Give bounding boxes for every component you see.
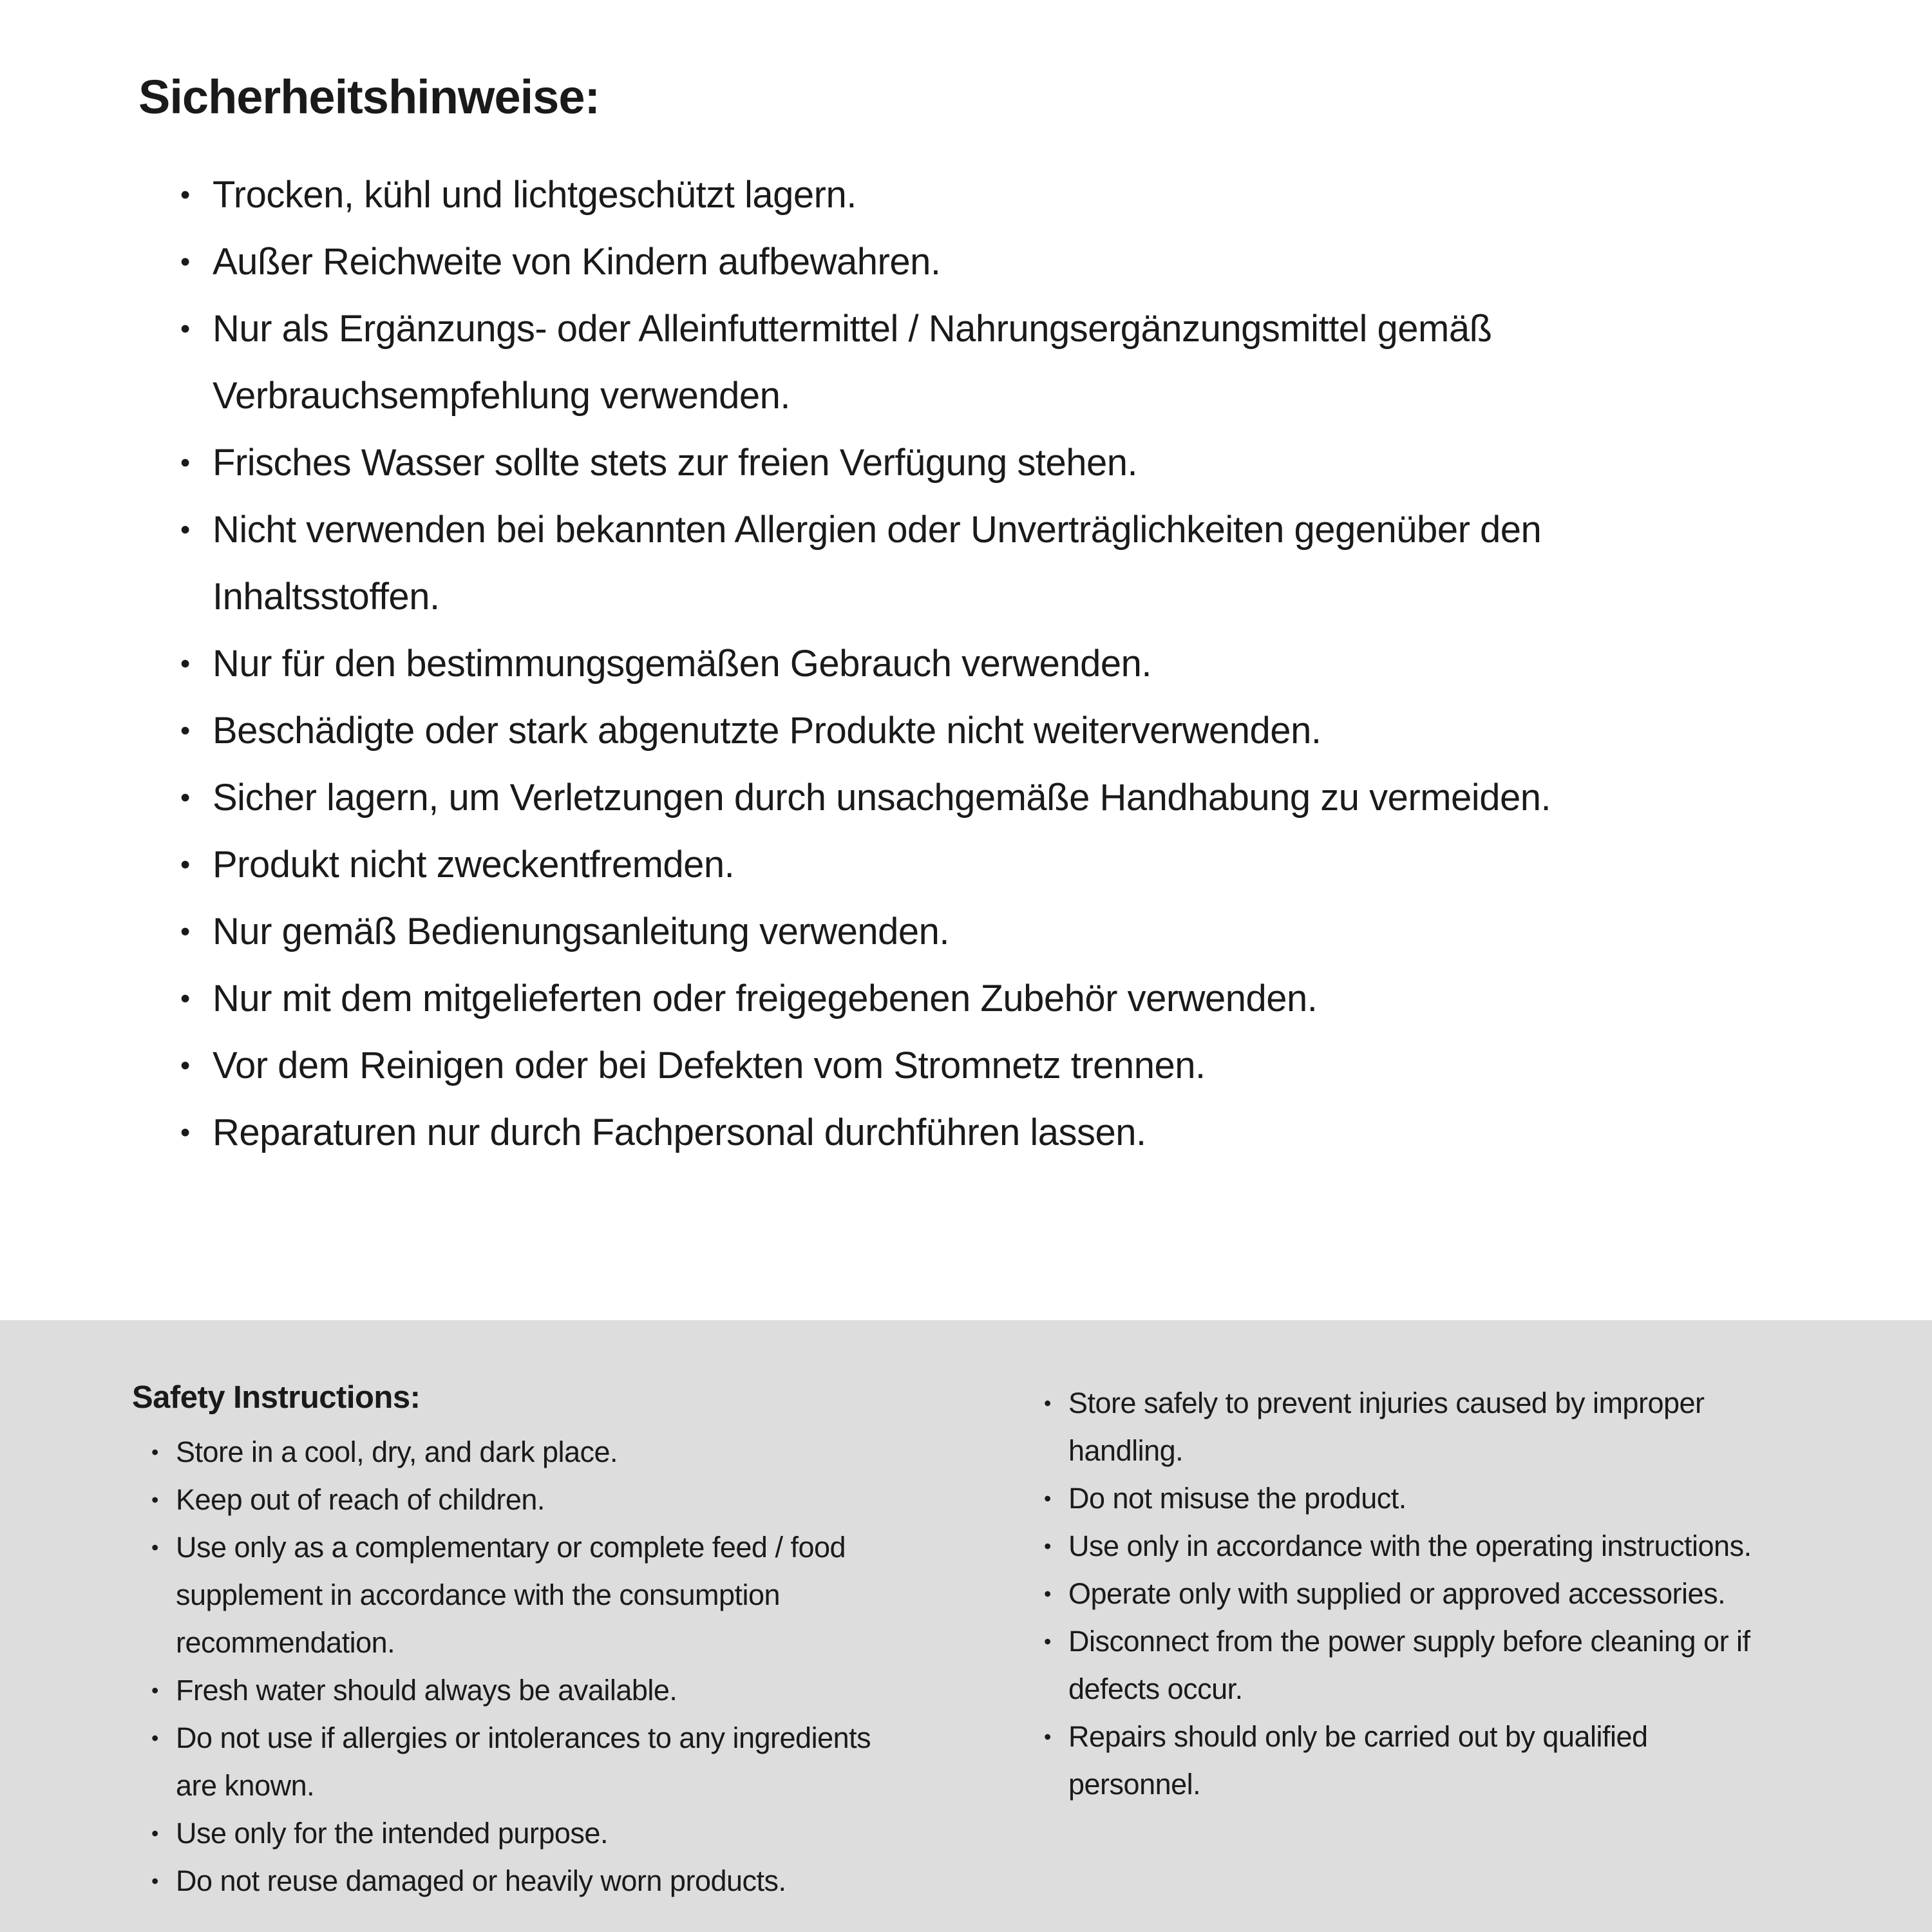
- english-bullet-list-right: [1044, 1379, 1785, 1808]
- list-item: • Use only in accordance with the operating instructions.: [1044, 1522, 1785, 1570]
- list-item: • Store safely to prevent injuries caused by improper handling.: [1044, 1379, 1785, 1475]
- list-item: • Reparaturen nur durch Fachpersonal durchführen lassen.: [180, 1099, 1597, 1166]
- list-item: • Store in a cool, dry, and dark place.: [151, 1428, 918, 1476]
- list-item: • Use only for the intended purpose.: [151, 1810, 918, 1857]
- list-item: • Do not use if allergies or intolerances to any ingredients are known.: [151, 1714, 918, 1810]
- english-right-column: [1044, 1379, 1817, 1808]
- list-item: • Operate only with supplied or approved accessories.: [1044, 1570, 1785, 1618]
- list-item: • Fresh water should always be available.: [151, 1667, 918, 1714]
- list-item: • Vor dem Reinigen oder bei Defekten vom Stromnetz trennen.: [180, 1032, 1597, 1099]
- list-item: • Außer Reichweite von Kindern aufbewahren.: [180, 229, 1597, 296]
- german-bullet-list: [138, 162, 1597, 1166]
- list-item: • Nur für den bestimmungsgemäßen Gebrauch verwenden.: [180, 630, 1597, 697]
- english-heading: Safety Instructions:: [132, 1380, 421, 1415]
- english-bullet-list-left: [132, 1428, 918, 1905]
- list-item: • Nicht verwenden bei bekannten Allergien oder Unverträglichkeiten gegenüber den Inhaltsstoffen.: [180, 497, 1597, 630]
- list-item: • Nur als Ergänzungs- oder Alleinfuttermittel / Nahrungsergänzungsmittel gemäß Verbrauchsempfehlung verwenden.: [180, 296, 1597, 430]
- list-item: • Frisches Wasser sollte stets zur freien Verfügung stehen.: [180, 430, 1597, 497]
- list-item: • Nur gemäß Bedienungsanleitung verwenden.: [180, 898, 1597, 965]
- list-item: • Beschädigte oder stark abgenutzte Produkte nicht weiterverwenden.: [180, 697, 1597, 764]
- list-item: • Do not misuse the product.: [1044, 1475, 1785, 1522]
- list-item: • Keep out of reach of children.: [151, 1476, 918, 1524]
- english-left-column: [132, 1379, 1044, 1905]
- list-item: • Nur mit dem mitgelieferten oder freigegebenen Zubehör verwenden.: [180, 965, 1597, 1032]
- list-item: • Do not reuse damaged or heavily worn products.: [151, 1857, 918, 1905]
- list-item: • Use only as a complementary or complete feed / food supplement in accordance with the consumption recommendation.: [151, 1524, 918, 1667]
- english-safety-section: [0, 1320, 1932, 1932]
- list-item: • Repairs should only be carried out by qualified personnel.: [1044, 1713, 1785, 1808]
- german-heading: Sicherheitshinweise:: [138, 70, 600, 124]
- list-item: • Produkt nicht zweckentfremden.: [180, 831, 1597, 898]
- list-item: • Disconnect from the power supply before cleaning or if defects occur.: [1044, 1618, 1785, 1713]
- list-item: • Trocken, kühl und lichtgeschützt lagern.: [180, 162, 1597, 229]
- list-item: • Sicher lagern, um Verletzungen durch unsachgemäße Handhabung zu vermeiden.: [180, 764, 1597, 831]
